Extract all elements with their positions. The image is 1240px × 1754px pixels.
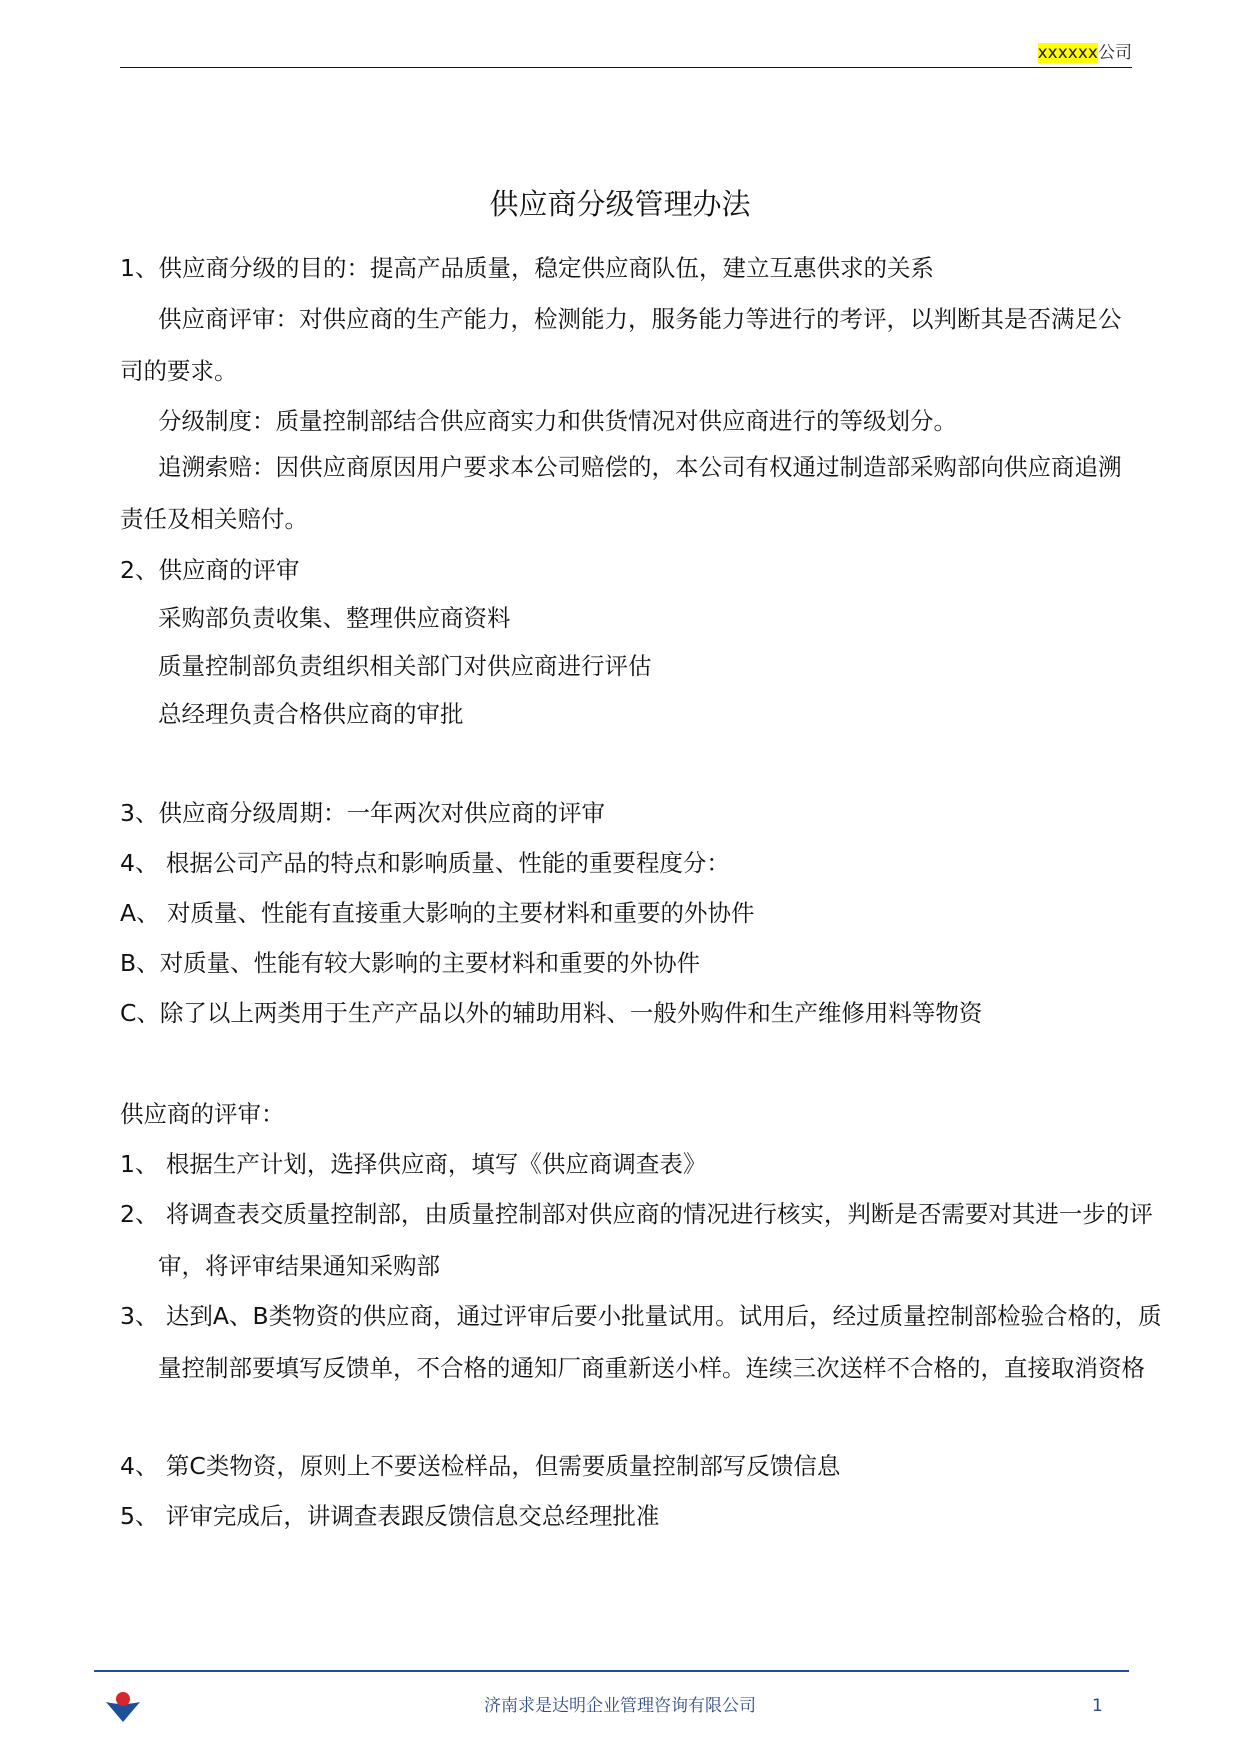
review-step: 5、 评审完成后，讲调查表跟反馈信息交总经理批准 bbox=[120, 1502, 660, 1530]
review-step: 4、 第C类物资，原则上不要送检样品，但需要质量控制部写反馈信息 bbox=[120, 1452, 841, 1480]
header-company-suffix: 公司 bbox=[1098, 43, 1132, 63]
footer-company: 济南求是达明企业管理咨询有限公司 bbox=[484, 1696, 756, 1716]
section2-item: 采购部负责收集、整理供应商资料 bbox=[158, 604, 511, 632]
header-company bbox=[1038, 42, 1132, 64]
class-c: C、除了以上两类用于生产产品以外的辅助用料、一般外购件和生产维修用料等物资 bbox=[120, 999, 983, 1027]
page-number: 1 bbox=[1092, 1696, 1103, 1716]
section1-claim-definition: 追溯索赔：因供应商原因用户要求本公司赔偿的，本公司有权通过制造部采购部向供应商追溯责任及相关赔付。 bbox=[120, 453, 1122, 533]
header-company-highlight: xxxxxx bbox=[1037, 43, 1098, 63]
document-title: 供应商分级管理办法 bbox=[489, 187, 751, 221]
review-step: 1、 根据生产计划，选择供应商，填写《供应商调查表》 bbox=[120, 1150, 707, 1178]
review-step: 3、 达到A、B类物资的供应商，通过评审后要小批量试用。试用后，经过质量控制部检验合格的，质量控制部要填写反馈单，不合格的通知厂商重新送小样。连续三次送样不合格的，直接取消资格 bbox=[120, 1302, 1162, 1382]
section2-heading: 2、供应商的评审 bbox=[120, 556, 300, 584]
section1-grading-definition: 分级制度：质量控制部结合供应商实力和供货情况对供应商进行的等级划分。 bbox=[158, 407, 957, 435]
section1-review-definition: 供应商评审：对供应商的生产能力，检测能力，服务能力等进行的考评，以判断其是否满足公司的要求。 bbox=[120, 305, 1122, 385]
review-step: 2、 将调查表交质量控制部，由质量控制部对供应商的情况进行核实，判断是否需要对其进一步的评审，将评审结果通知采购部 bbox=[120, 1200, 1153, 1280]
class-a: A、 对质量、性能有直接重大影响的主要材料和重要的外协件 bbox=[120, 899, 755, 927]
section2-item: 质量控制部负责组织相关部门对供应商进行评估 bbox=[158, 652, 652, 680]
header-rule bbox=[120, 67, 1132, 68]
section1-purpose: 1、供应商分级的目的：提高产品质量，稳定供应商队伍，建立互惠供求的关系 bbox=[120, 254, 934, 282]
section2-item: 总经理负责合格供应商的审批 bbox=[158, 700, 464, 728]
section4-heading: 4、 根据公司产品的特点和影响质量、性能的重要程度分： bbox=[120, 849, 730, 877]
section3-text: 3、供应商分级周期：一年两次对供应商的评审 bbox=[120, 799, 605, 827]
class-b: B、对质量、性能有较大影响的主要材料和重要的外协件 bbox=[120, 949, 701, 977]
footer-rule bbox=[94, 1670, 1129, 1672]
review-heading: 供应商的评审： bbox=[120, 1100, 285, 1128]
